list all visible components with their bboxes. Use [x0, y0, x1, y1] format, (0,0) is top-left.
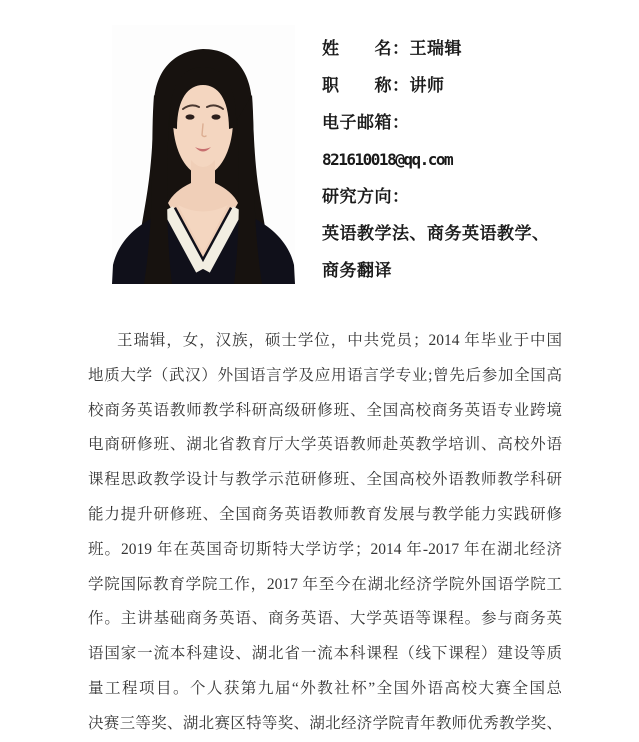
- research-label: 研究方向：: [322, 187, 410, 206]
- bio-line: 班。2019 年在英国奇切斯特大学访学；2014 年-2017 年在湖北经济: [88, 540, 562, 558]
- name-line: 姓 名：王瑞辑: [322, 39, 462, 58]
- bio-line: 决赛三等奖、湖北赛区特等奖、湖北经济学院青年教师优秀教学奖、: [88, 714, 562, 732]
- bio-line: 地质大学（武汉）外国语言学及应用语言学专业;曾先后参加全国高: [88, 366, 562, 384]
- bio-line: 电商研修班、湖北省教育厅大学英语教师赴英教学培训、高校外语: [88, 436, 562, 454]
- profile-photo: [112, 25, 295, 284]
- research-line-2: 商务翻译: [322, 261, 392, 280]
- bio-line: 作。主讲基础商务英语、商务英语、大学英语等课程。参与商务英: [88, 610, 562, 628]
- bio-line: 语国家一流本科建设、湖北省一流本科课程（线下课程）建设等质: [88, 645, 562, 663]
- bio-line: 课程思政教学设计与教学示范研修班、全国高校外语教师教学科研: [88, 471, 562, 489]
- portrait-illustration: [112, 25, 295, 284]
- bio-line: 王瑞辑，女，汉族，硕士学位，中共党员；2014 年毕业于中国: [117, 332, 562, 349]
- title-line: 职 称：讲师: [322, 76, 445, 95]
- profile-info-block: [322, 30, 634, 289]
- email-label: 电子邮箱：: [322, 113, 410, 132]
- bio-line: 量工程项目。个人获第九届“外教社杯”全国外语高校大赛全国总: [88, 679, 562, 697]
- biography-paragraph: [88, 324, 562, 742]
- research-line-1: 英语教学法、商务英语教学、: [322, 224, 550, 243]
- bio-line: 学院国际教育学院工作，2017 年至今在湖北经济学院外国语学院工: [88, 575, 562, 593]
- email-value: 821610018@qq.com: [322, 150, 453, 169]
- bio-line: 校商务英语教师教学科研高级研修班、全国高校商务英语专业跨境: [88, 401, 562, 419]
- bio-line: 能力提升研修班、全国商务英语教师教育发展与教学能力实践研修: [88, 505, 562, 523]
